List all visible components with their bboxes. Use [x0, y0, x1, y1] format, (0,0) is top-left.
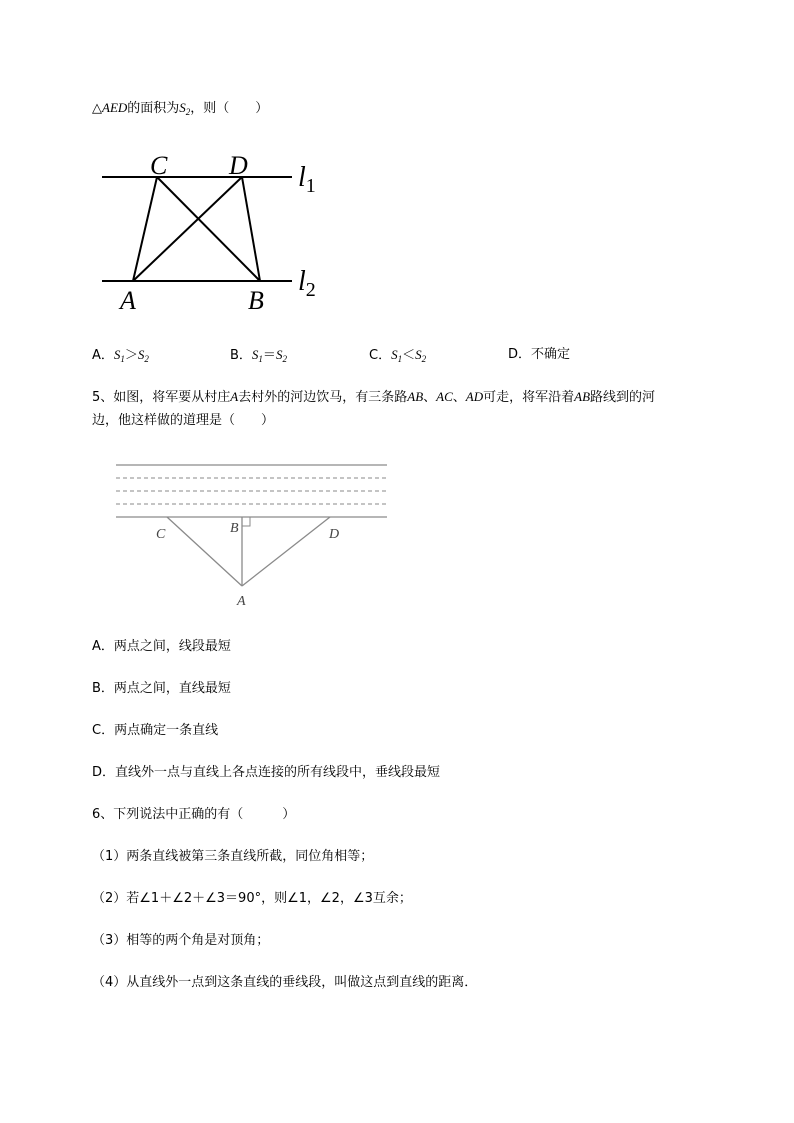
- q5-text-a: 5、如图，将军要从村庄: [92, 390, 231, 405]
- s2-subscript: 2: [185, 107, 191, 117]
- q6-statement-4: （4）从直线外一点到这条直线的垂线段，叫做这点到直线的距离．: [92, 975, 478, 990]
- label-D: D: [229, 151, 248, 180]
- q5-text-b: 去村外的河边饮马，有三条路: [238, 390, 408, 405]
- q6-statement-1: （1）两条直线被第三条直线所截，同位角相等；: [92, 849, 374, 864]
- option-operator: ＞: [124, 348, 138, 363]
- label-A: A: [120, 286, 136, 315]
- path-AD: [242, 517, 330, 586]
- option-key: C．: [369, 348, 392, 363]
- label-D: D: [329, 527, 340, 542]
- triangle-symbol: △: [92, 101, 102, 116]
- q5-var-AB-2: AB: [574, 389, 591, 404]
- label-C: C: [150, 151, 168, 180]
- option-key: A．: [92, 639, 114, 654]
- option-lhs-sub: 1: [258, 354, 263, 364]
- option-text: 两点之间，直线最短: [113, 681, 231, 696]
- option-rhs: S: [415, 347, 422, 362]
- q5-option-c[interactable]: [92, 721, 218, 741]
- option-rhs-sub: 2: [421, 354, 427, 364]
- option-key: B．: [92, 681, 114, 696]
- q4-lead-text: 的面积为: [127, 101, 180, 116]
- label-l1-letter: l: [298, 162, 306, 193]
- option-text: 直线外一点与直线上各点连接的所有线段中，垂线段最短: [115, 765, 441, 780]
- q5-var-AD: AD: [465, 389, 484, 404]
- option-key: D．: [92, 765, 116, 780]
- q6-statement-3: （3）相等的两个角是对顶角；: [92, 933, 270, 948]
- option-lhs-sub: 1: [120, 354, 125, 364]
- option-key: B．: [230, 348, 252, 363]
- label-B: B: [248, 286, 264, 315]
- q5-sep-1: 、: [423, 390, 437, 405]
- q5-text-d: 路线到的河: [590, 390, 656, 405]
- q5-option-d[interactable]: [92, 763, 440, 783]
- q5-var-AB: AB: [407, 389, 424, 404]
- option-lhs: S: [113, 347, 121, 362]
- option-text: 不确定: [531, 347, 571, 362]
- option-rhs-sub: 2: [282, 354, 287, 364]
- q6-statement-2: （2）若∠1＋∠2＋∠3＝90°，则∠1，∠2，∠3互余；: [92, 891, 412, 906]
- q5-var-AC: AC: [436, 389, 453, 404]
- right-angle-mark: [242, 517, 250, 526]
- option-rhs: S: [137, 347, 145, 362]
- option-key: C．: [92, 723, 115, 738]
- q5-var-A: A: [230, 389, 239, 404]
- label-B: B: [230, 521, 239, 536]
- option-text: 两点之间，线段最短: [113, 639, 231, 654]
- s2-letter: S: [179, 100, 186, 115]
- label-l2-sub: 2: [305, 279, 316, 301]
- option-lhs-sub: 1: [397, 354, 403, 364]
- q5-option-b[interactable]: [92, 679, 231, 699]
- option-rhs-sub: 2: [144, 354, 149, 364]
- option-key: D．: [508, 347, 532, 362]
- option-text: 两点确定一条直线: [114, 723, 219, 738]
- option-operator: ＝: [262, 348, 276, 363]
- q5-text-c: 可走，将军沿着: [483, 390, 575, 405]
- q5-line-2: 边，他这样做的道理是（ ）: [92, 413, 275, 428]
- q5-option-a[interactable]: [92, 637, 231, 657]
- option-rhs: S: [275, 347, 283, 362]
- label-A: A: [237, 594, 246, 609]
- label-l2-letter: l: [298, 266, 306, 297]
- q6-title: 6、下列说法中正确的有（ ）: [92, 807, 296, 822]
- q5-sep-2: 、: [452, 390, 466, 405]
- label-l1-sub: 1: [305, 175, 316, 197]
- option-lhs: S: [251, 347, 259, 362]
- option-lhs: S: [391, 347, 398, 362]
- option-key: A．: [92, 348, 114, 363]
- label-C: C: [156, 527, 166, 542]
- q4-lead-end: ，则（ ）: [190, 101, 269, 116]
- triangle-name: AED: [102, 100, 128, 115]
- option-operator: ＜: [402, 348, 416, 363]
